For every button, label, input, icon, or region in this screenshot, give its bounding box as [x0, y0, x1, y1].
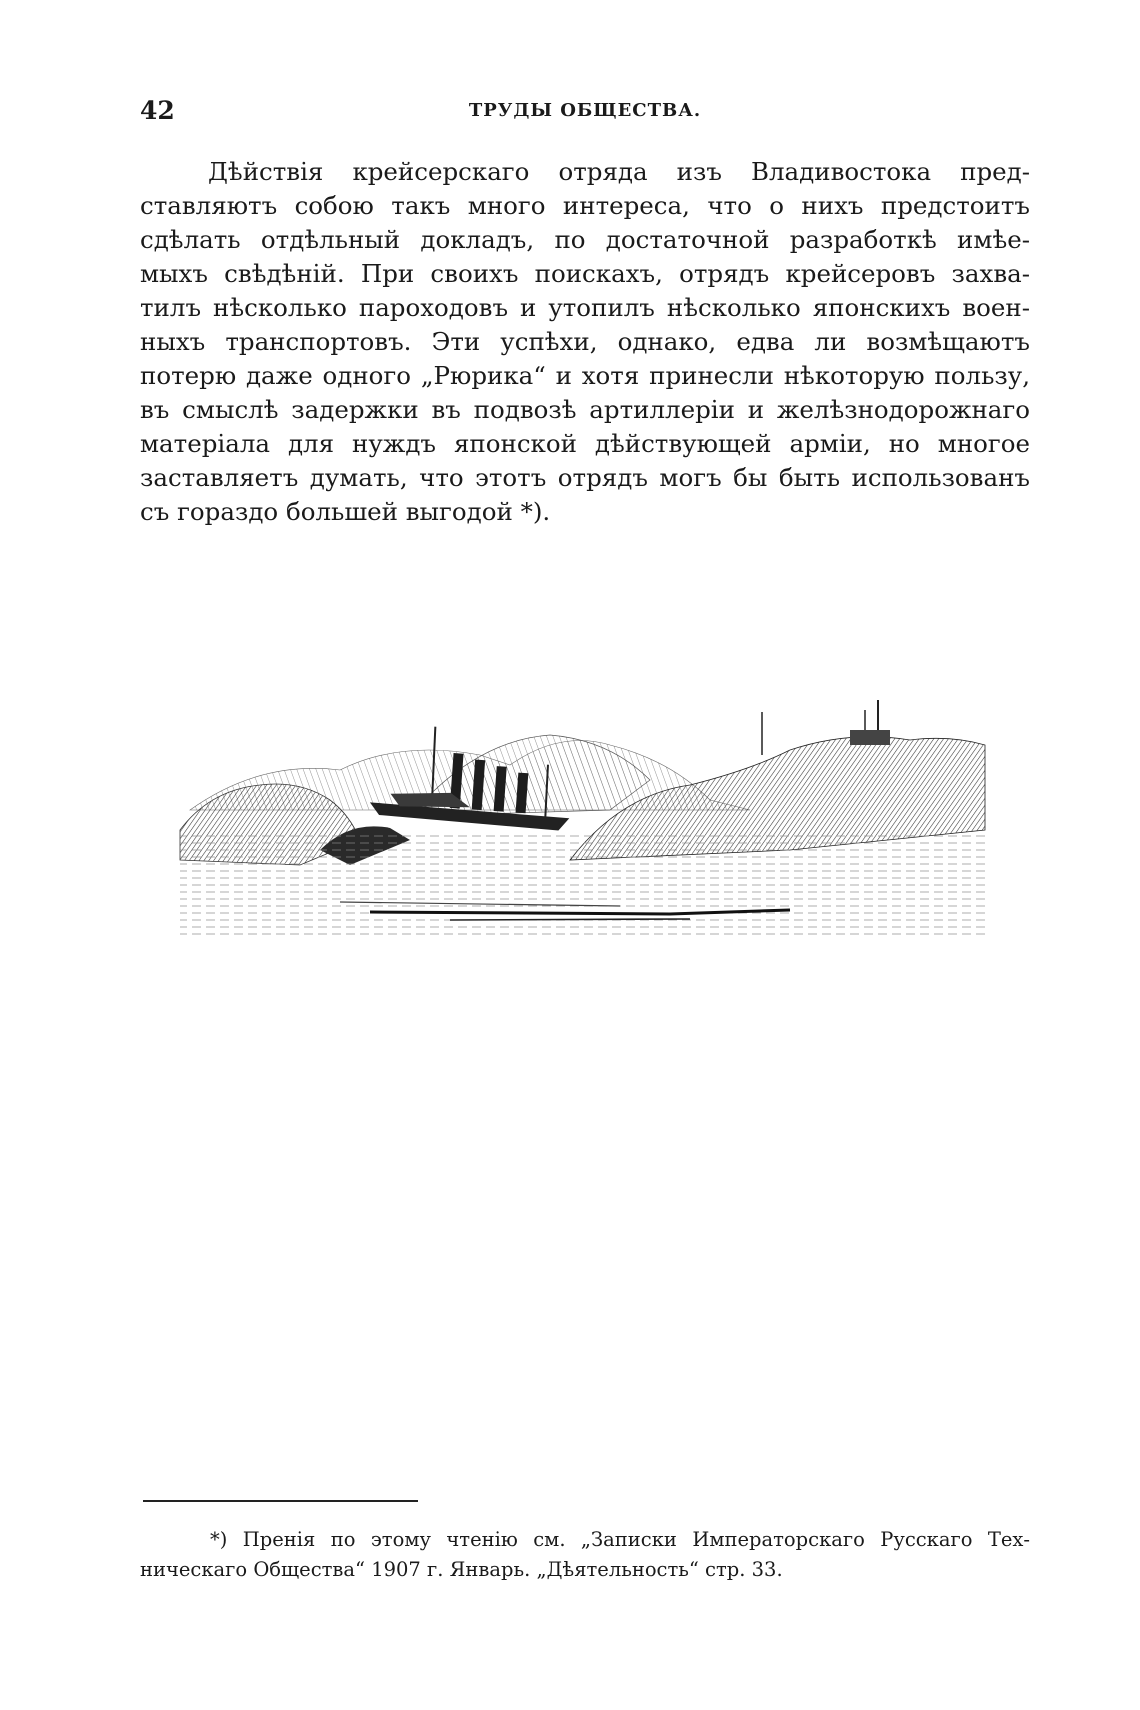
text-line: потерю даже одного „Рюрика“ и хотя принесли нѣкоторую пользу, — [140, 361, 1030, 390]
body-paragraph — [140, 155, 1030, 529]
text-line: заставляетъ думать, что этотъ отрядъ могъ бы быть использованъ — [140, 463, 1030, 492]
text-line: Дѣйствія крейсерскаго отряда изъ Владивостока пред- — [208, 157, 1030, 186]
footnote-divider — [143, 1500, 418, 1502]
water — [180, 830, 985, 940]
text-line: матеріала для нуждъ японской дѣйствующей арміи, но многое — [140, 429, 1030, 458]
running-title: ТРУДЫ ОБЩЕСТВА. — [468, 100, 702, 121]
sunken-cruiser-illustration — [150, 700, 990, 1000]
ink-stroke — [450, 919, 690, 920]
footnote — [140, 1525, 1030, 1585]
text-line: въ смыслѣ задержки въ подвозѣ артиллеріи и желѣзнодорожнаго — [140, 395, 1030, 424]
page-header — [140, 96, 1030, 130]
text-line: ставляютъ собою такъ много интереса, что о нихъ предстоитъ — [140, 191, 1030, 220]
page-number: 42 — [140, 96, 175, 125]
text-line: мыхъ свѣдѣній. При своихъ поискахъ, отрядъ крейсеровъ захва- — [140, 259, 1030, 288]
lighthouse — [850, 730, 890, 745]
footnote-line: ническаго Общества“ 1907 г. Январь. „Дѣятельность“ стр. 33. — [140, 1558, 783, 1581]
footnote-line: *) Пренія по этому чтенію см. „Записки Императорскаго Русскаго Тех- — [210, 1528, 1030, 1551]
text-line: сдѣлать отдѣльный докладъ, по достаточной разработкѣ имѣе- — [140, 225, 1030, 254]
text-line: съ гораздо большей выгодой *). — [140, 497, 551, 526]
text-line: ныхъ транспортовъ. Эти успѣхи, однако, едва ли возмѣщаютъ — [140, 327, 1030, 356]
text-line: тилъ нѣсколько пароходовъ и утопилъ нѣсколько японскихъ воен- — [140, 293, 1030, 322]
